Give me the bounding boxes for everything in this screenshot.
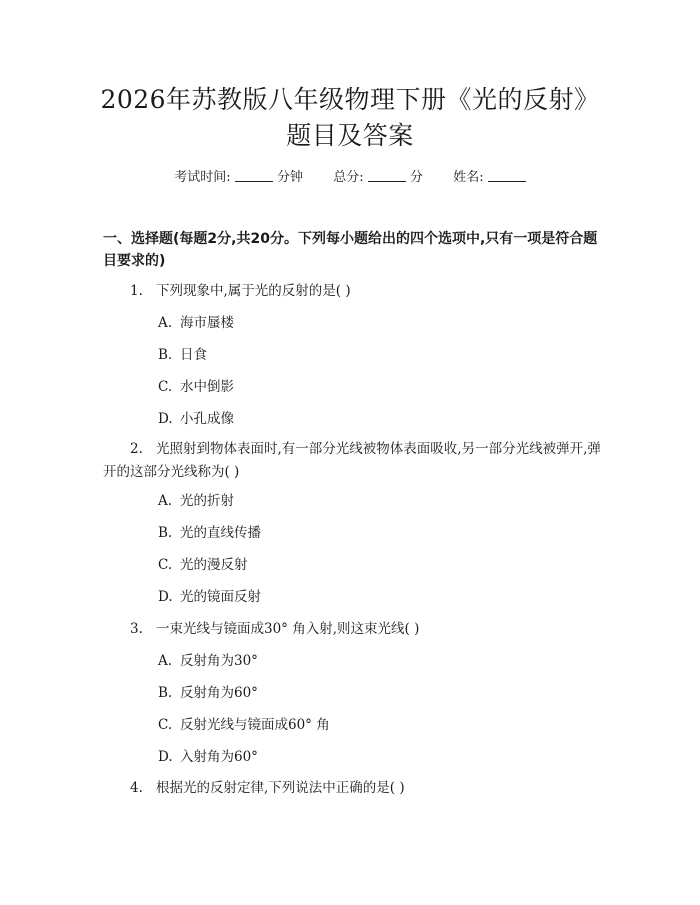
option-letter: A. [158,653,173,669]
option-letter: A. [158,493,173,509]
option-letter: C. [158,557,173,573]
option-text: 光的漫反射 [180,557,248,573]
option-text: 光的镜面反射 [180,589,261,605]
option-1d[interactable] [158,409,578,429]
question-number: 4. [130,780,143,796]
question-4 [103,777,603,800]
option-3d[interactable] [158,747,578,767]
option-2a[interactable] [158,491,578,511]
option-text: 小孔成像 [180,411,234,427]
question-3 [103,618,603,641]
option-text: 反射角为30° [180,653,258,669]
option-letter: B. [158,525,173,541]
section-heading: 一、选择题(每题2分,共20分。下列每小题给出的四个选项中,只有一项是符合题目要求的) [103,231,598,269]
time-label: 考试时间: [174,170,231,185]
score-blank[interactable] [368,168,406,182]
option-letter: B. [158,347,173,363]
option-letter: D. [158,749,173,765]
question-number: 3. [130,621,143,637]
option-letter: C. [158,379,173,395]
time-blank[interactable] [235,168,273,182]
option-2c[interactable] [158,555,578,575]
score-unit: 分 [409,170,423,185]
question-text: 根据光的反射定律,下列说法中正确的是( ) [156,780,405,796]
exam-meta [0,168,700,188]
option-text: 水中倒影 [180,379,234,395]
option-letter: A. [158,315,173,331]
name-blank[interactable] [488,168,526,182]
option-letter: D. [158,411,173,427]
option-1b[interactable] [158,345,578,365]
question-2 [103,438,603,484]
time-unit: 分钟 [276,170,303,185]
option-text: 日食 [180,347,207,363]
question-number: 2. [130,441,143,457]
option-text: 光的直线传播 [180,525,261,541]
score-label: 总分: [333,170,364,185]
option-2d[interactable] [158,587,578,607]
question-1 [103,280,603,303]
question-text: 一束光线与镜面成30° 角入射,则这束光线( ) [156,621,420,637]
question-number: 1. [130,283,143,299]
option-letter: B. [158,685,173,701]
document-title-line2: 题目及答案 [286,121,414,150]
option-letter: D. [158,589,173,605]
option-text: 光的折射 [180,493,234,509]
option-text: 入射角为60° [180,749,258,765]
option-1a[interactable] [158,313,578,333]
question-text: 光照射到物体表面时,有一部分光线被物体表面吸收,另一部分光线被弹开,弹开的这部分光线称为( ) [103,441,601,480]
option-1c[interactable] [158,377,578,397]
option-3a[interactable] [158,651,578,671]
option-3b[interactable] [158,683,578,703]
name-label: 姓名: [453,170,484,185]
option-letter: C. [158,717,173,733]
option-2b[interactable] [158,523,578,543]
question-text: 下列现象中,属于光的反射的是( ) [156,283,351,299]
option-text: 反射角为60° [180,685,258,701]
option-3c[interactable] [158,715,578,735]
document-title: 2026年苏教版八年级物理下册《光的反射》 [100,85,600,114]
option-text: 海市蜃楼 [180,315,234,331]
option-text: 反射光线与镜面成60° 角 [180,717,330,733]
